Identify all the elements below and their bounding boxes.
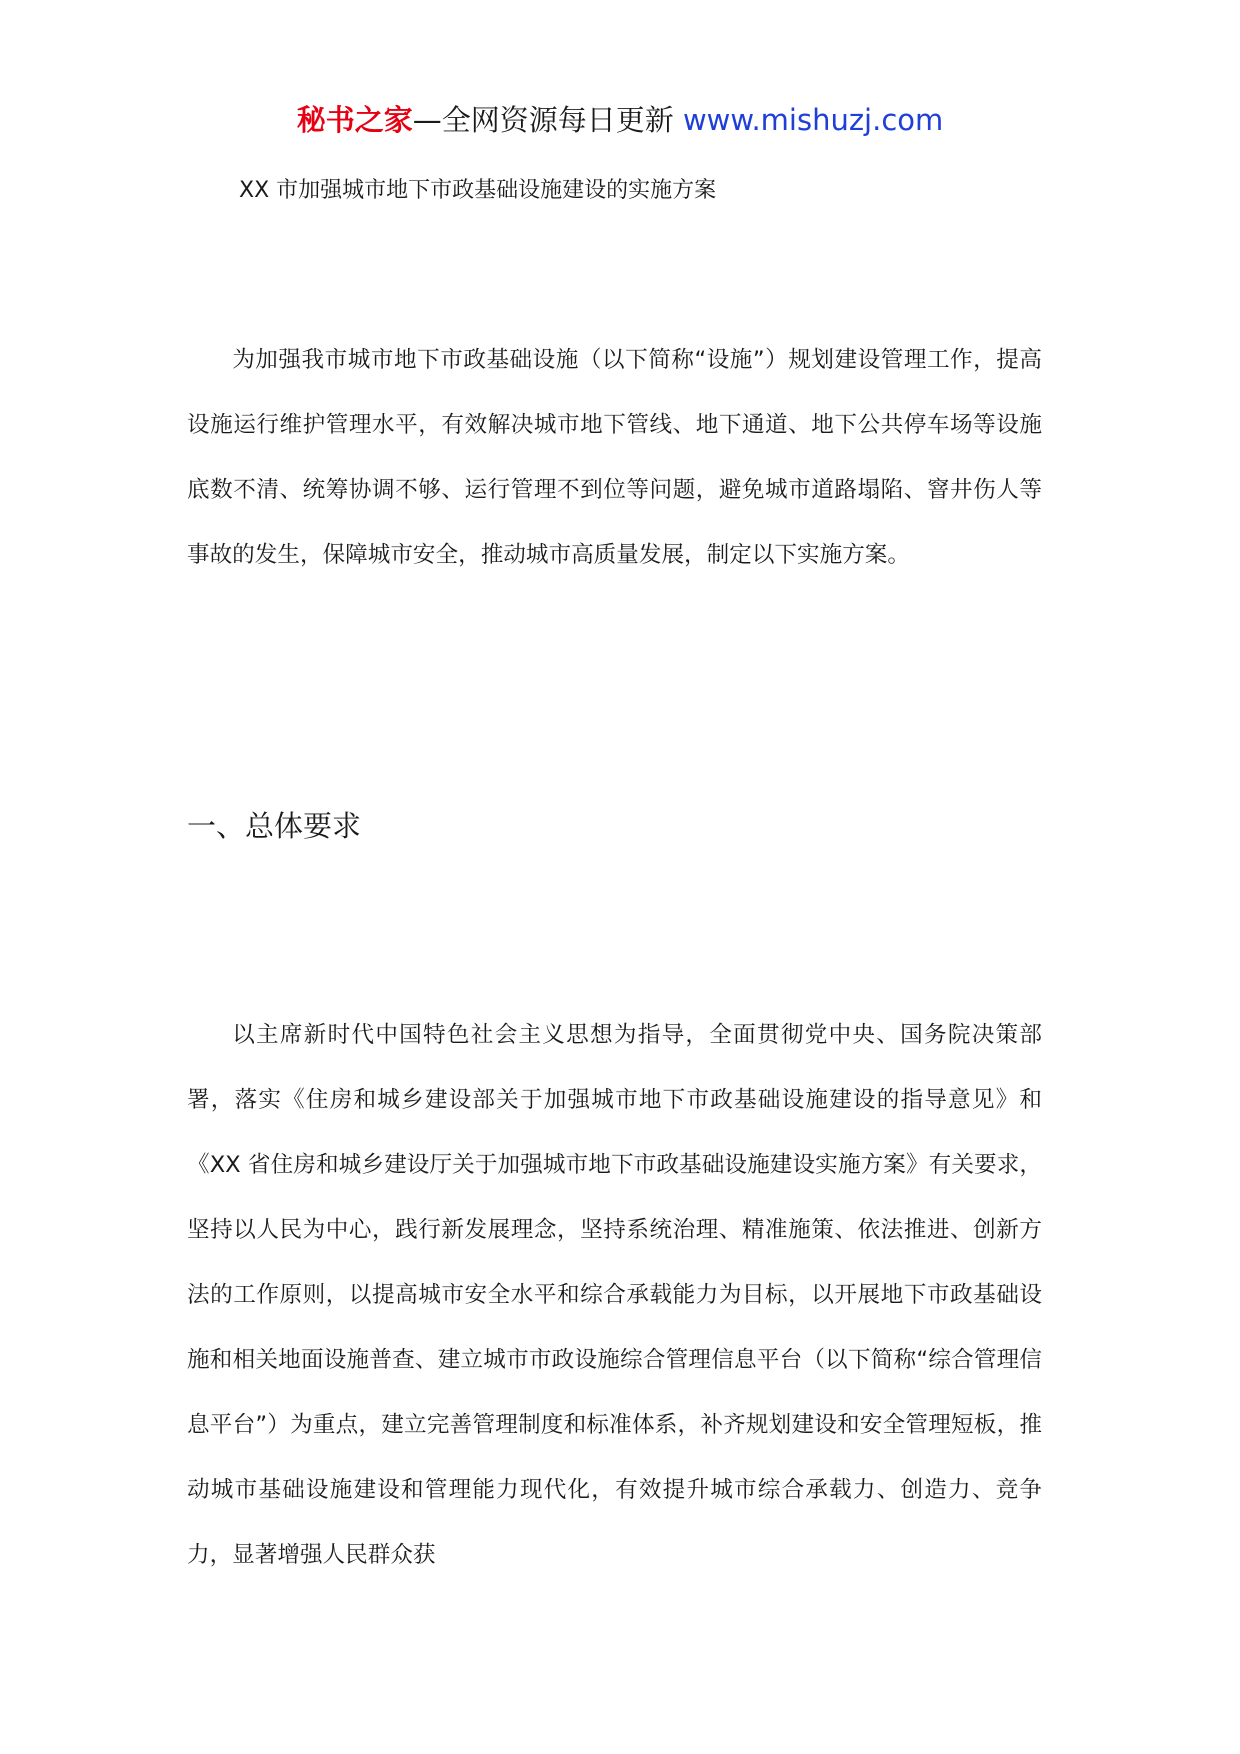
section-heading: 一、总体要求 [187, 809, 362, 843]
banner-brand: 秘书之家 [296, 103, 413, 137]
banner-slogan: —全网资源每日更新 [412, 103, 674, 137]
section-body-paragraph: 以主席新时代中国特色社会主义思想为指导，全面贯彻党中央、国务院决策部署，落实《住房和城乡建设部关于加强城市地下市政基础设施建设的指导意见》和《XX 省住房和城乡建设厅关于加强城市地下市政基础设施建设实施方案》有关要求，坚持以人民为中心，践行新发展理念，坚持系统治理、精准施策、依法推进、创新方法的工作原则，以提高城市安全水平和综合承载能力为目标，以开展地下市政基础设施和相关地面设施普查、建立城市市政设施综合管理信息平台（以下简称“综合管理信息平台”）为重点，建立完善管理制度和标准体系，补齐规划建设和安全管理短板，推动城市基础设施建设和管理能力现代化，有效提升城市综合承载力、创造力、竞争力，显著增强人民群众获 [187, 1022, 1042, 1568]
document-title: XX 市加强城市地下市政基础设施建设的实施方案 [239, 178, 717, 203]
banner-url-link[interactable]: www.mishuzj.com [682, 103, 944, 137]
intro-paragraph: 为加强我市城市地下市政基础设施（以下简称“设施”）规划建设管理工作，提高设施运行维护管理水平，有效解决城市地下管线、地下通道、地下公共停车场等设施底数不清、统筹协调不够、运行管理不到位等问题，避免城市道路塌陷、窨井伤人等事故的发生，保障城市安全，推动城市高质量发展，制定以下实施方案。 [187, 347, 1042, 568]
site-banner [0, 100, 1240, 140]
